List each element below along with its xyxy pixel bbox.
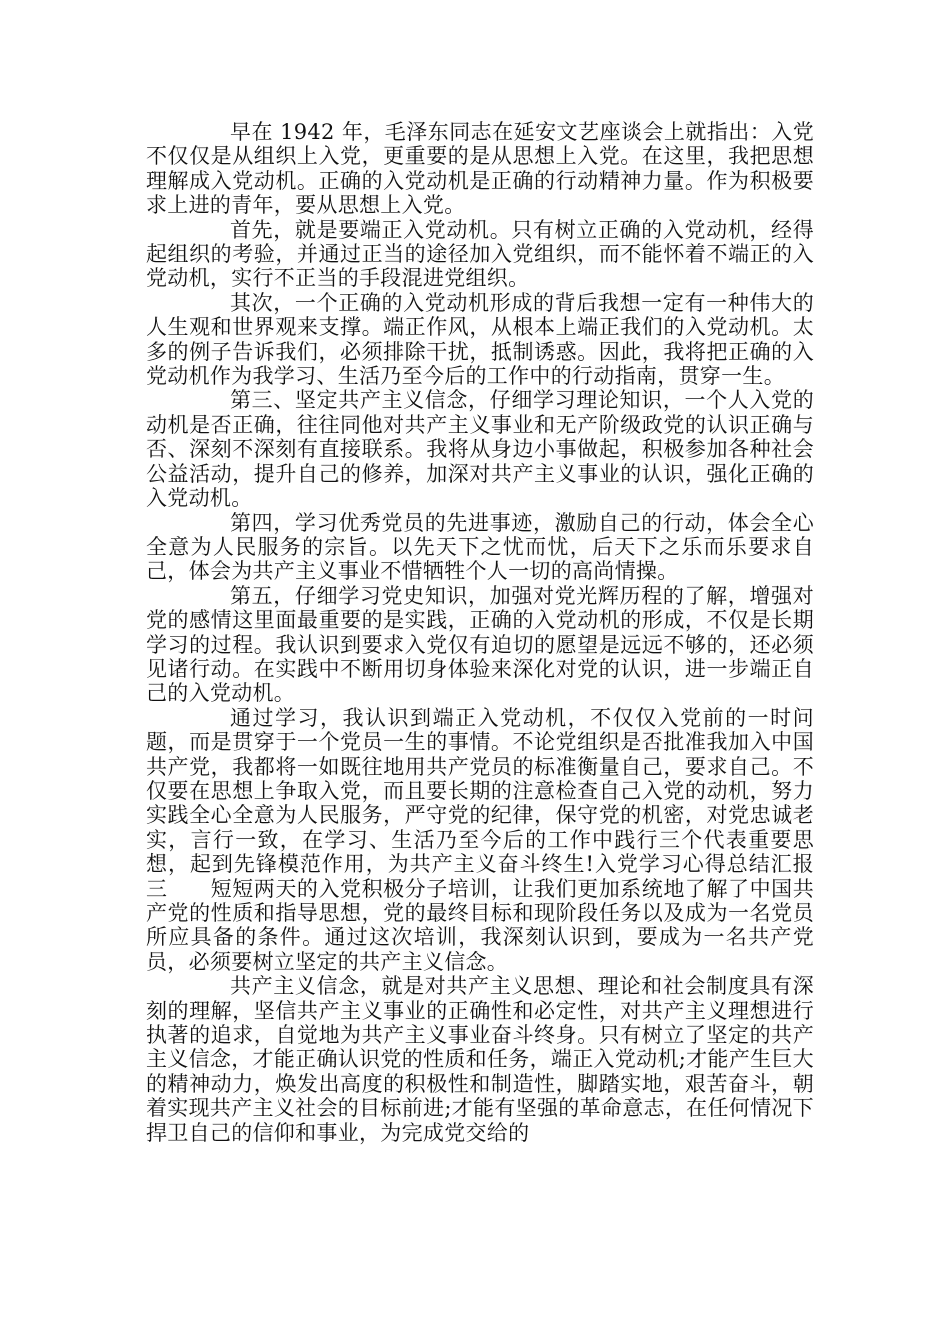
paragraph: 其次，一个正确的入党动机形成的背后我想一定有一种伟大的人生观和世界观来支撑。端正作风，从根本上端正我们的入党动机。太多的例子告诉我们，必须排除干扰，抵制诱惑。因此，我将把正确的入党动机作为我学习、生活乃至今后的工作中的行动指南，贯穿一生。 (146, 290, 814, 389)
document-body (146, 120, 814, 1145)
paragraph: 第五，仔细学习党史知识，加强对党光辉历程的了解，增强对党的感情这里面最重要的是实践，正确的入党动机的形成，不仅是长期学习的过程。我认识到要求入党仅有迫切的愿望是远远不够的，还必须见诸行动。在实践中不断用切身体验来深化对党的认识，进一步端正自己的入党动机。 (146, 583, 814, 706)
paragraph: 第四，学习优秀党员的先进事迹，激励自己的行动，体会全心全意为人民服务的宗旨。以先天下之忧而忧，后天下之乐而乐要求自己，体会为共产主义事业不惜牺牲个人一切的高尚情操。 (146, 510, 814, 584)
paragraph: 第三、坚定共产主义信念，仔细学习理论知识，一个人入党的动机是否正确，往往同他对共产主义事业和无产阶级政党的认识正确与否、深刻不深刻有直接联系。我将从身边小事做起，积极参加各种社会公益活动，提升自己的修养，加深对共产主义事业的认识，强化正确的入党动机。 (146, 388, 814, 511)
paragraph: 通过学习，我认识到端正入党动机，不仅仅入党前的一时问题，而是贯穿于一个党员一生的事情。不论党组织是否批准我加入中国共产党，我都将一如既往地用共产党员的标准衡量自己，要求自己。不仅要在思想上争取入党，而且要长期的注意检查自己入党的动机，努力实践全心全意为人民服务，严守党的纪律，保守党的机密，对党忠诚老实，言行一致，在学习、生活乃至今后的工作中践行三个代表重要思想，起到先锋模范作用，为共产主义奋斗终生!入党学习心得总结汇报三 短短两天的入党积极分子培训，让我们更加系统地了解了中国共产党的性质和指导思想，党的最终目标和现阶段任务以及成为一名党员所应具备的条件。通过这次培训，我深刻认识到，要成为一名共产党员，必须要树立坚定的共产主义信念。 (146, 705, 814, 974)
paragraph: 首先，就是要端正入党动机。只有树立正确的入党动机，经得起组织的考验，并通过正当的途径加入党组织，而不能怀着不端正的入党动机，实行不正当的手段混进党组织。 (146, 217, 814, 291)
paragraph: 共产主义信念，就是对共产主义思想、理论和社会制度具有深刻的理解，坚信共产主义事业的正确性和必定性，对共产主义理想进行执著的追求，自觉地为共产主义事业奋斗终身。只有树立了坚定的共产主义信念，才能正确认识党的性质和任务，端正入党动机;才能产生巨大的精神动力，焕发出高度的积极性和制造性，脚踏实地，艰苦奋斗，朝着实现共产主义社会的目标前进;才能有坚强的革命意志，在任何情况下捍卫自己的信仰和事业，为完成党交给的 (146, 974, 814, 1145)
paragraph: 早在 1942 年，毛泽东同志在延安文艺座谈会上就指出：入党不仅仅是从组织上入党，更重要的是从思想上入党。在这里，我把思想理解成入党动机。正确的入党动机是正确的行动精神力量。作为积极要求上进的青年，要从思想上入党。 (146, 120, 814, 218)
